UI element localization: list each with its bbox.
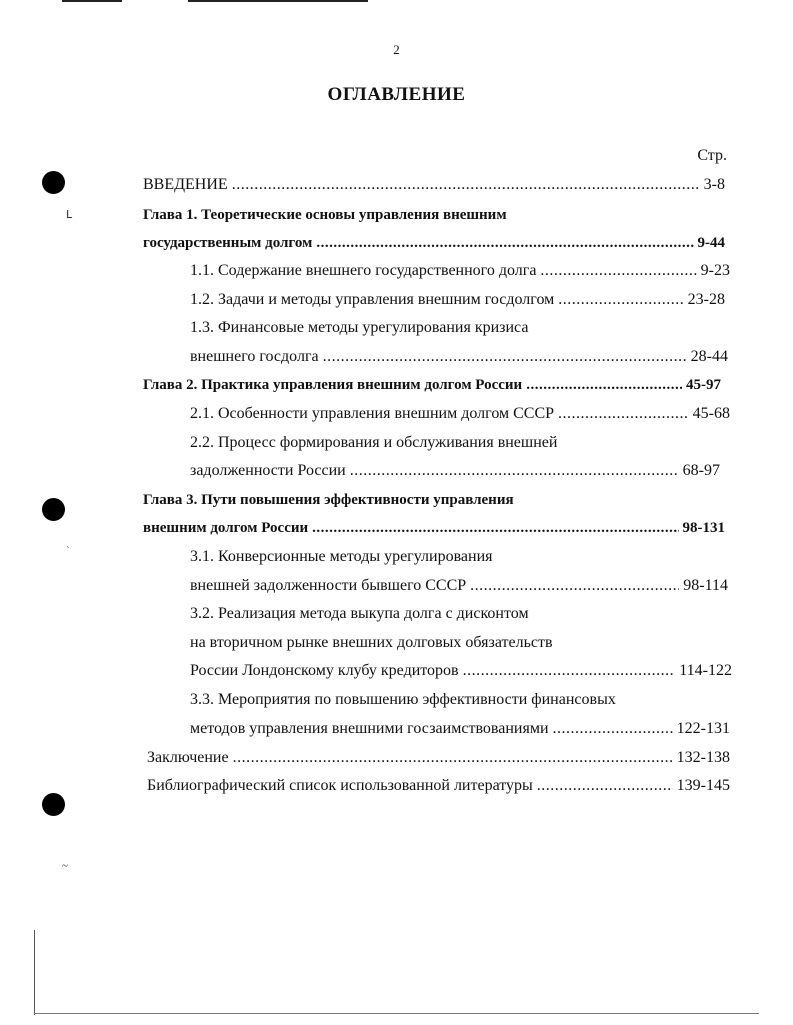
toc-entry-page: 114-122: [679, 662, 732, 679]
toc-entry: [190, 316, 528, 340]
toc-entry: [190, 545, 493, 569]
toc-entry: [190, 431, 557, 455]
scan-speck: `: [66, 545, 70, 557]
toc-entry-page: 139-145: [676, 777, 730, 794]
toc-entry-page: 23-28: [687, 291, 725, 308]
toc-entry-page: 9-44: [697, 235, 725, 251]
scan-margin-line: [34, 930, 35, 1015]
toc-entry-text: 3.2. Реализация метода выкупа долга с дисконтом: [190, 605, 529, 622]
page-column-label: Стр.: [697, 147, 727, 164]
scan-edge-line: [188, 0, 368, 2]
toc-entry: [190, 602, 529, 626]
toc-entry: [143, 203, 507, 227]
toc-entry-text: внешнего госдолга: [190, 348, 319, 365]
page-title: ОГЛАВЛЕНИЕ: [327, 84, 466, 105]
toc-entry-page: 45-68: [692, 405, 730, 422]
toc-entry-text: Глава 3. Пути повышения эффективности управления: [143, 492, 514, 508]
toc-entry-page: 28-44: [690, 348, 728, 365]
toc-leader-dots: [312, 516, 678, 540]
toc-leader-dots: [232, 173, 700, 197]
toc-entry: [190, 288, 725, 312]
toc-entry-text: 1.3. Финансовые методы урегулирования кризиса: [190, 319, 529, 336]
toc-leader-dots: [323, 345, 687, 369]
toc-entry-page: 132-138: [676, 749, 730, 766]
toc-entry: [147, 774, 730, 798]
toc-entry: [190, 402, 730, 426]
toc-entry-text: Заключение: [147, 749, 229, 766]
toc-entry-text: ВВЕДЕНИЕ: [143, 176, 228, 193]
toc-leader-dots: [553, 717, 673, 741]
toc-entry-page: 98-131: [682, 520, 725, 536]
toc-leader-dots: [470, 574, 679, 598]
toc-entry: [190, 659, 732, 683]
toc-entry: [143, 231, 725, 255]
punch-hole: [42, 171, 65, 194]
toc-entry-text: 2.2. Процесс формирования и обслуживания внешней: [190, 434, 558, 451]
toc-leader-dots: [463, 659, 676, 683]
toc-leader-dots: [558, 402, 689, 426]
toc-entry-page: 45-97: [686, 377, 721, 393]
toc-entry-text: методов управления внешними госзаимствованиями: [190, 720, 549, 737]
toc-entry: [190, 574, 728, 598]
scan-edge-line: [62, 0, 122, 2]
toc-entry-text: Библиографический список использованной литературы: [147, 777, 533, 794]
toc-entry: [143, 373, 721, 397]
toc-entry: [190, 631, 553, 655]
toc-entry-text: внешним долгом России: [143, 520, 309, 536]
toc-entry-page: 122-131: [676, 720, 730, 737]
toc-entry-text: задолженности России: [190, 462, 346, 479]
toc-leader-dots: [350, 459, 679, 483]
toc-entry: [190, 717, 730, 741]
toc-entry: [143, 173, 725, 197]
toc-entry-text: 3.1. Конверсионные методы урегулирования: [190, 548, 493, 565]
page-number: 2: [393, 42, 400, 57]
toc-entry-page: 98-114: [683, 577, 728, 594]
toc-leader-dots: [316, 231, 693, 255]
toc-entry-text: Глава 1. Теоретические основы управления внешним: [143, 207, 507, 223]
toc-entry: [190, 259, 730, 283]
toc-entry-page: 68-97: [682, 462, 720, 479]
scan-speck: ᒪ: [66, 209, 73, 221]
punch-hole: [42, 498, 65, 521]
toc-entry-text: внешней задолженности бывшего СССР: [190, 577, 467, 594]
toc-entry-page: 3-8: [703, 176, 725, 193]
toc-entry-text: 2.1. Особенности управления внешним долгом СССР: [190, 405, 555, 422]
scan-bottom-line: [34, 1013, 759, 1014]
toc-leader-dots: [540, 259, 696, 283]
toc-leader-dots: [558, 288, 683, 312]
toc-entry-page: 9-23: [700, 262, 730, 279]
toc-entry-text: 1.1. Содержание внешнего государственного долга: [190, 262, 537, 279]
toc-entry-text: государственным долгом: [143, 235, 313, 251]
toc-entry: [143, 516, 725, 540]
toc-entry-text: России Лондонскому клубу кредиторов: [190, 662, 459, 679]
punch-hole: [42, 793, 65, 816]
toc-entry: [190, 688, 616, 712]
toc-entry-text: Глава 2. Практика управления внешним долгом России: [143, 377, 523, 393]
toc-leader-dots: [526, 373, 682, 397]
toc-entry: [190, 345, 728, 369]
toc-leader-dots: [537, 774, 673, 798]
toc-entry-text: на вторичном рынке внешних долговых обязательств: [190, 634, 553, 651]
toc-entry-text: 1.2. Задачи и методы управления внешним госдолгом: [190, 291, 555, 308]
toc-entry: [147, 746, 730, 770]
toc-entry: [190, 459, 720, 483]
toc-entry: [143, 488, 514, 512]
scan-speck: ~: [62, 860, 68, 872]
toc-leader-dots: [233, 746, 673, 770]
toc-entry-text: 3.3. Мероприятия по повышению эффективности финансовых: [190, 691, 616, 708]
